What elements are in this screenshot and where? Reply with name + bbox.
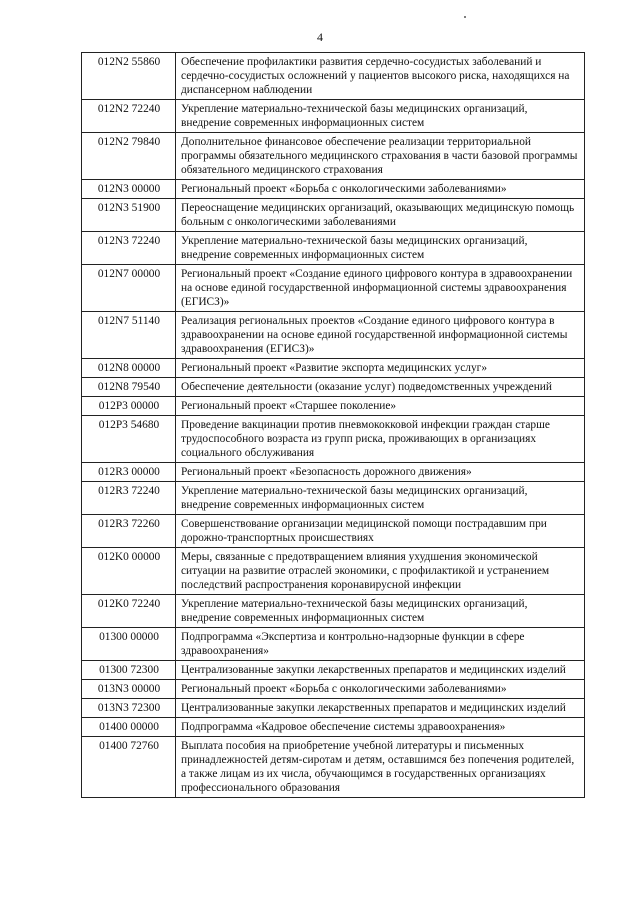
- row-description: Выплата пособия на приобретение учебной литературы и письменных принадлежностей детям-сиротам и детям, оставшимся без попечения родителей, а также лицам из их числа, обучающимся в государственных организациях профессионального образования: [176, 737, 585, 798]
- row-code: 01400 72760: [82, 737, 176, 798]
- table-row: [82, 548, 585, 595]
- table-row: [82, 482, 585, 515]
- table-body: [82, 53, 585, 798]
- row-description: Централизованные закупки лекарственных препаратов и медицинских изделий: [176, 661, 585, 680]
- table-row: [82, 515, 585, 548]
- row-code: 012K0 72240: [82, 595, 176, 628]
- row-code: 012R3 72260: [82, 515, 176, 548]
- row-description: Укрепление материально-технической базы медицинских организаций, внедрение современных информационных систем: [176, 100, 585, 133]
- table-row: [82, 100, 585, 133]
- table-row: [82, 397, 585, 416]
- table-row: [82, 265, 585, 312]
- table-row: [82, 133, 585, 180]
- row-code: 012P3 54680: [82, 416, 176, 463]
- row-description: Укрепление материально-технической базы медицинских организаций, внедрение современных информационных систем: [176, 595, 585, 628]
- row-description: Подпрограмма «Кадровое обеспечение системы здравоохранения»: [176, 718, 585, 737]
- table-row: [82, 718, 585, 737]
- table-row: [82, 737, 585, 798]
- row-code: 01300 72300: [82, 661, 176, 680]
- row-description: Региональный проект «Развитие экспорта медицинских услуг»: [176, 359, 585, 378]
- row-code: 013N3 00000: [82, 680, 176, 699]
- table-row: [82, 661, 585, 680]
- table-row: [82, 680, 585, 699]
- row-code: 012N7 51140: [82, 312, 176, 359]
- table-row: [82, 180, 585, 199]
- table-row: [82, 359, 585, 378]
- row-description: Подпрограмма «Экспертиза и контрольно-надзорные функции в сфере здравоохранения»: [176, 628, 585, 661]
- row-code: 012K0 00000: [82, 548, 176, 595]
- row-code: 012N7 00000: [82, 265, 176, 312]
- table-row: [82, 416, 585, 463]
- row-code: 013N3 72300: [82, 699, 176, 718]
- row-code: 012R3 00000: [82, 463, 176, 482]
- row-description: Региональный проект «Создание единого цифрового контура в здравоохранении на основе единой государственной информационной системы здравоохранения (ЕГИСЗ)»: [176, 265, 585, 312]
- row-code: 012N8 79540: [82, 378, 176, 397]
- row-description: Обеспечение деятельности (оказание услуг) подведомственных учреждений: [176, 378, 585, 397]
- table-row: [82, 232, 585, 265]
- row-description: Переоснащение медицинских организаций, оказывающих медицинскую помощь больным с онкологическими заболеваниями: [176, 199, 585, 232]
- row-description: Региональный проект «Старшее поколение»: [176, 397, 585, 416]
- row-code: 012R3 72240: [82, 482, 176, 515]
- row-description: Укрепление материально-технической базы медицинских организаций, внедрение современных информационных систем: [176, 232, 585, 265]
- row-code: 012N2 55860: [82, 53, 176, 100]
- table-row: [82, 199, 585, 232]
- row-code: 012N3 51900: [82, 199, 176, 232]
- row-code: 012N2 72240: [82, 100, 176, 133]
- row-code: 012N8 00000: [82, 359, 176, 378]
- row-code: 012N2 79840: [82, 133, 176, 180]
- row-description: Реализация региональных проектов «Создание единого цифрового контура в здравоохранении на основе единой государственной информационной системы здравоохранения (ЕГИСЗ)»: [176, 312, 585, 359]
- row-code: 012N3 72240: [82, 232, 176, 265]
- row-description: Региональный проект «Борьба с онкологическими заболеваниями»: [176, 680, 585, 699]
- table-row: [82, 463, 585, 482]
- table-row: [82, 53, 585, 100]
- row-code: 012P3 00000: [82, 397, 176, 416]
- row-code: 012N3 00000: [82, 180, 176, 199]
- page-number: 4: [317, 30, 323, 44]
- row-description: Укрепление материально-технической базы медицинских организаций, внедрение современных информационных систем: [176, 482, 585, 515]
- row-code: 01400 00000: [82, 718, 176, 737]
- table-row: [82, 312, 585, 359]
- row-description: Проведение вакцинации против пневмококковой инфекции граждан старше трудоспособного возраста из групп риска, проживающих в организациях социального обслуживания: [176, 416, 585, 463]
- row-description: Централизованные закупки лекарственных препаратов и медицинских изделий: [176, 699, 585, 718]
- row-description: Дополнительное финансовое обеспечение реализации территориальной программы обязательного медицинского страхования в части базовой программы обязательного медицинского страхования: [176, 133, 585, 180]
- table-row: [82, 378, 585, 397]
- row-description: Совершенствование организации медицинской помощи пострадавшим при дорожно-транспортных происшествиях: [176, 515, 585, 548]
- table-row: [82, 628, 585, 661]
- budget-classification-table: [81, 52, 585, 798]
- table-row: [82, 595, 585, 628]
- row-description: Меры, связанные с предотвращением влияния ухудшения экономической ситуации на развитие отраслей экономики, с профилактикой и устранением последствий распространения коронавирусной инфекции: [176, 548, 585, 595]
- row-code: 01300 00000: [82, 628, 176, 661]
- row-description: Региональный проект «Борьба с онкологическими заболеваниями»: [176, 180, 585, 199]
- row-description: Обеспечение профилактики развития сердечно-сосудистых заболеваний и сердечно-сосудистых осложнений у пациентов высокого риска, находящихся на диспансерном наблюдении: [176, 53, 585, 100]
- table-row: [82, 699, 585, 718]
- scan-speck: [464, 16, 466, 18]
- row-description: Региональный проект «Безопасность дорожного движения»: [176, 463, 585, 482]
